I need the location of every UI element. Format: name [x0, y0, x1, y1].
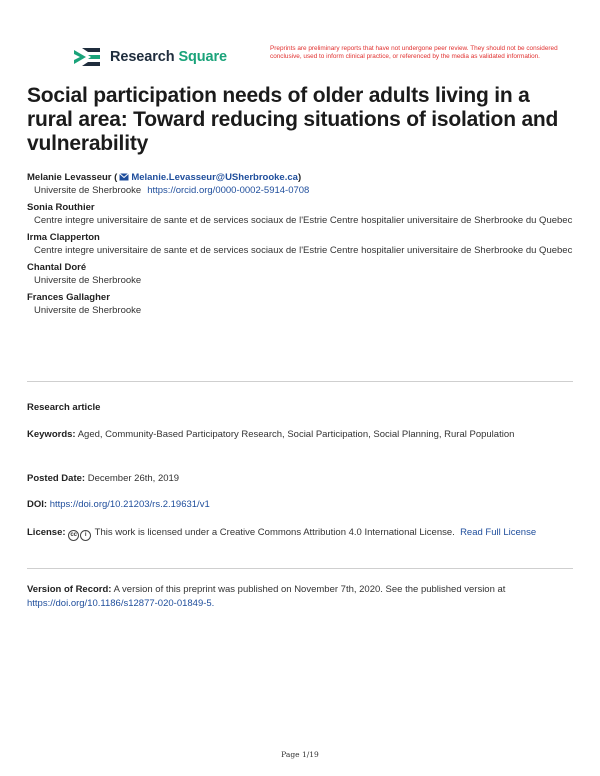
- author-affiliation: Universite de Sherbrooke: [34, 275, 142, 286]
- author-email-link[interactable]: Melanie.Levasseur@USherbrooke.ca: [131, 172, 298, 183]
- author-name: Frances Gallagher: [27, 292, 110, 303]
- version-of-record-link[interactable]: https://doi.org/10.1186/s12877-020-01849-5.: [27, 598, 215, 609]
- paper-title: Social participation needs of older adults living in a rural area: Toward reducing situations of isolation and vulnerability: [27, 84, 559, 155]
- preprint-disclaimer: Preprints are preliminary reports that have not undergone peer review. They should not be considered conclusive, used to inform clinical practice, or referenced by the media as validated information.: [270, 45, 558, 60]
- divider: [27, 381, 573, 382]
- doi-line: DOI: https://doi.org/10.21203/rs.2.19631/v1: [27, 499, 210, 510]
- author-affiliation: Universite de Sherbrooke https://orcid.org/0000-0002-5914-0708: [34, 185, 310, 196]
- research-square-logo[interactable]: [72, 46, 227, 68]
- author-list: [27, 171, 577, 321]
- article-type: Research article: [27, 402, 101, 413]
- research-square-logo-icon: [72, 46, 104, 68]
- logo-text: Research Square: [110, 49, 227, 65]
- license-line: License: cc i This work is licensed under a Creative Commons Attribution 4.0 International License. Read Full License: [27, 526, 577, 541]
- keywords: Keywords: Aged, Community-Based Participatory Research, Social Participation, Social Planning, Rural Population: [27, 429, 515, 440]
- author-name: Sonia Routhier: [27, 202, 95, 213]
- page-number: Page 1/19: [281, 750, 319, 759]
- author-affiliation: Centre integre universitaire de sante et de services sociaux de l'Estrie Centre hospitalier universitaire de Sherbrooke du Quebec: [34, 245, 573, 256]
- read-full-license-link[interactable]: Read Full License: [460, 527, 537, 538]
- author-affiliation: Universite de Sherbrooke: [34, 305, 142, 316]
- cc-icon: cc: [68, 530, 79, 541]
- version-of-record: Version of Record: A version of this preprint was published on November 7th, 2020. See the published version at https://doi.org/10.1186/s12877-020-01849-5.: [27, 584, 506, 609]
- author-affiliation: Centre integre universitaire de sante et de services sociaux de l'Estrie Centre hospitalier universitaire de Sherbrooke du Quebec: [34, 215, 573, 226]
- posted-date: Posted Date: December 26th, 2019: [27, 473, 180, 484]
- author-name: Chantal Doré: [27, 262, 87, 273]
- doi-link[interactable]: https://doi.org/10.21203/rs.2.19631/v1: [49, 499, 210, 510]
- divider: [27, 568, 573, 569]
- envelope-icon: [119, 173, 129, 181]
- orcid-link[interactable]: https://orcid.org/0000-0002-5914-0708: [147, 185, 310, 196]
- author-name: Melanie Levasseur ( Melanie.Levasseur@USherbrooke.ca): [27, 172, 302, 183]
- by-icon: i: [80, 530, 91, 541]
- author-name: Irma Clapperton: [27, 232, 100, 243]
